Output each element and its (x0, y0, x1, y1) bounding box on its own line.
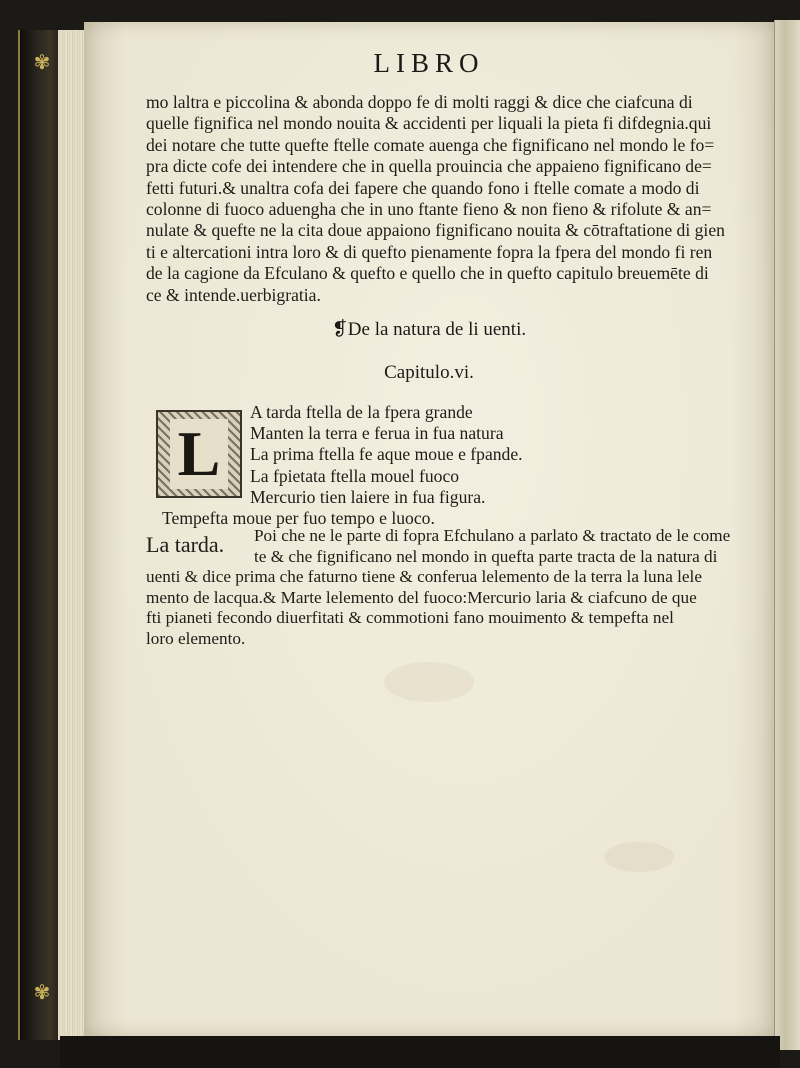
book-page (84, 22, 774, 1036)
text-line: pra dicte cofe dei intendere che in quella prouincia che appaieno fignificano de= (146, 156, 712, 177)
text-line: nulate & quefte ne la cita doue appaiono fignificano nouita & cōtraftatione di gien (146, 220, 725, 241)
initial-letter: L (170, 419, 229, 489)
text-line: uenti & dice prima che faturno tiene & conferua lelemento de la terra la luna lele (146, 567, 702, 587)
body-paragraph (146, 92, 766, 306)
text-line: quelle fignifica nel mondo nouita & accidenti per liquali la pieta fi difdegnia.qui (146, 113, 712, 134)
text-line: te & che fignificano nel mondo in quefta parte tracta de la natura di (254, 546, 718, 566)
commentary-lemma: La tarda. (146, 532, 225, 557)
text-line: de la cagione da Efculano & quefto e quello che in quefto capitulo breuemēte di (146, 263, 709, 284)
verse-block (250, 402, 670, 508)
text-line: fti pianeti fecondo diuerfitati & commotioni fano mouimento & tempefta nel (146, 608, 674, 628)
verse-line: La fpietata ftella mouel fuoco (250, 465, 460, 486)
binding-ornament-icon: ✾ (33, 980, 51, 1004)
verse-line-last: Tempefta moue per fuo tempo e luoco. (162, 508, 435, 528)
text-line: Poi che ne le parte di fopra Efchulano a parlato & tractato de le come (254, 526, 731, 545)
text-line: ti e altercationi intra loro & di quefto pienamente fopra la fpera del mondo fi ren (146, 241, 713, 262)
text-line: dei notare che tutte quefte ftelle comate auenga che fignificano nel mondo le fo= (146, 134, 715, 155)
binding-ornament-icon: ✾ (33, 50, 51, 74)
text-line: colonne di fuoco aduengha che in uno ftante fieno & non fieno & rifolute & an= (146, 199, 712, 220)
verse-line: A tarda ftella de la fpera grande (250, 402, 473, 422)
text-line: loro elemento. (146, 628, 246, 648)
verse-line: Mercurio tien laiere in fua figura. (250, 486, 486, 507)
text-line: mento de lacqua.& Marte lelemento del fuoco:Mercurio laria & ciafcuno de que (146, 587, 697, 607)
decorated-initial (156, 410, 242, 498)
verse-line: La prima ftella fe aque moue e fpande. (250, 444, 523, 465)
page-stain (384, 662, 474, 702)
facing-page-edge (774, 20, 800, 1050)
page-stain (604, 842, 674, 872)
chapter-number: Capitulo.vi. (384, 362, 474, 383)
commentary-paragraph (146, 526, 764, 650)
chapter-heading: ❡De la natura de li uenti. (331, 319, 527, 340)
bottom-shadow (60, 1036, 780, 1068)
verse-line: Manten la terra e ferua in fua natura (250, 423, 504, 444)
running-header: LIBRO (373, 48, 485, 78)
text-line: ce & intende.uerbigratia. (146, 284, 321, 305)
text-line: mo laltra e piccolina & abonda doppo fe di molti raggi & dice che ciafcuna di (146, 92, 693, 112)
text-line: fetti futuri.& unaltra cofa dei fapere che quando fono i ftelle comate a modo di (146, 177, 700, 198)
